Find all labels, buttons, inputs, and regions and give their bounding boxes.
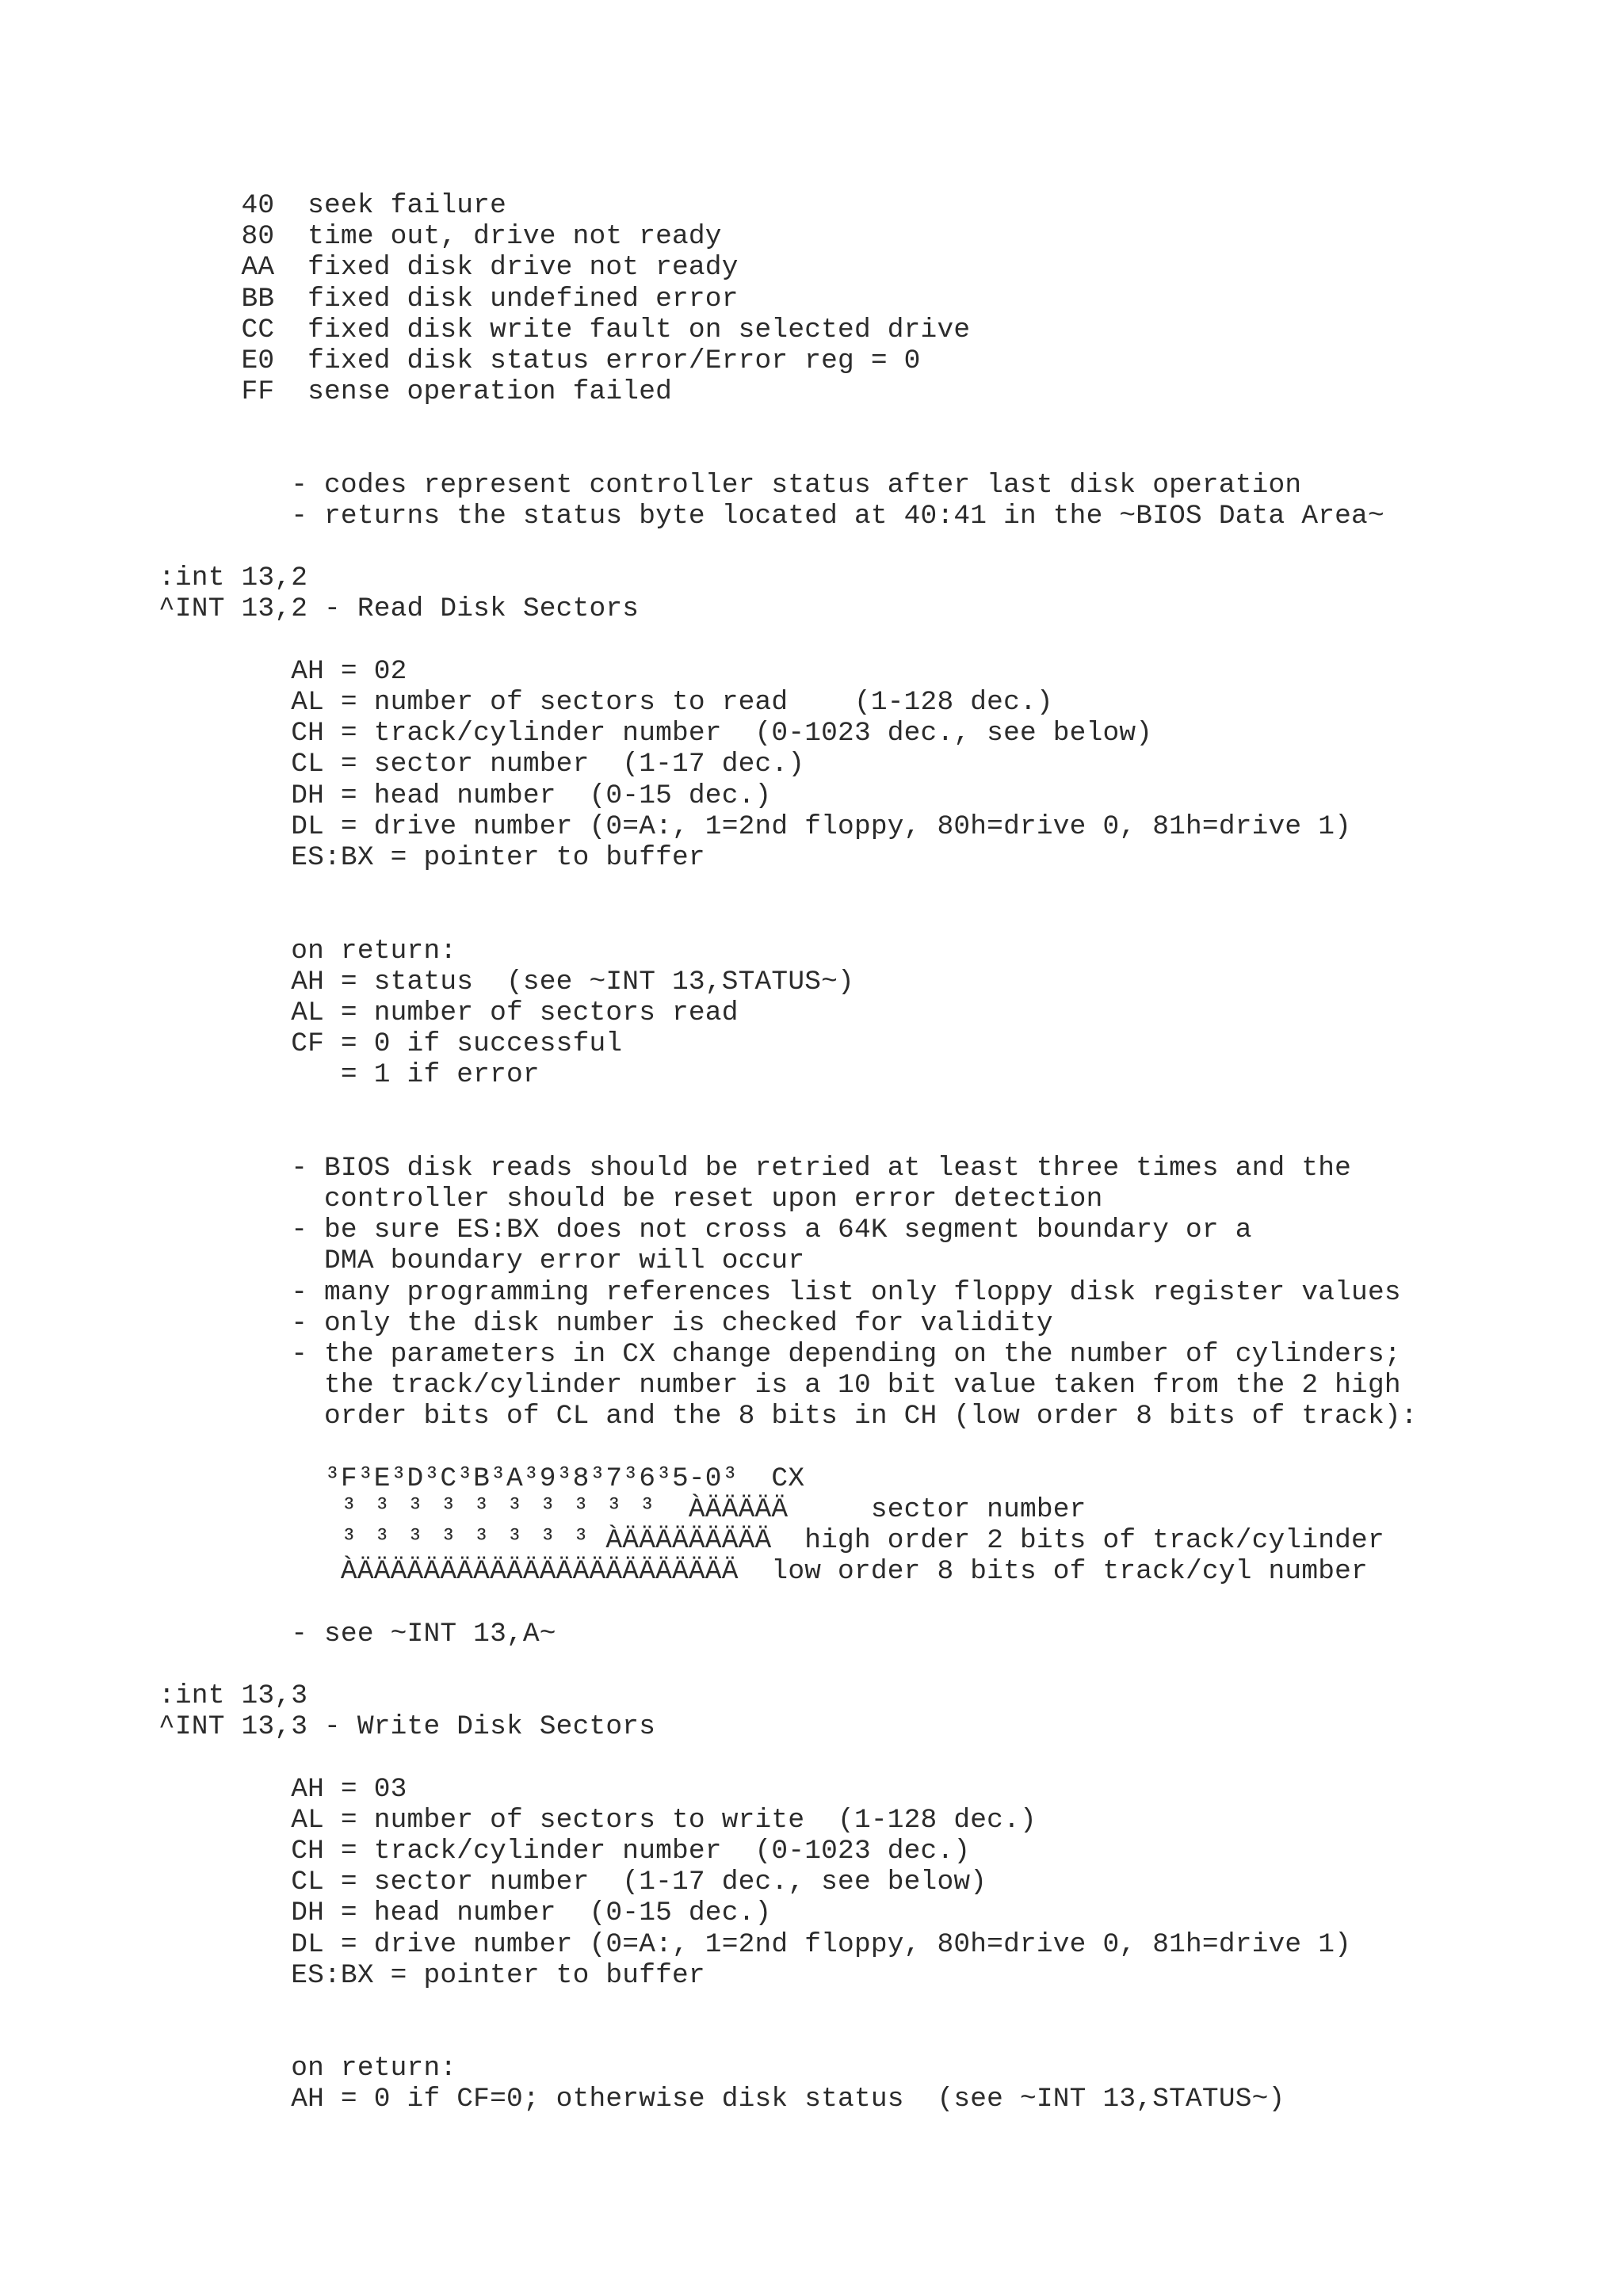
text-line: DL = drive number (0=A:, 1=2nd floppy, 80h=drive 0, 81h=drive 1) (158, 810, 1352, 842)
text-line: CL = sector number (1-17 dec., see below) (158, 1867, 987, 1898)
text-line: controller should be reset upon error detection (158, 1184, 1103, 1215)
text-line: CC fixed disk write fault on selected drive (158, 314, 971, 345)
text-line: FF sense operation failed (158, 376, 673, 408)
text-line: 80 time out, drive not ready (158, 221, 722, 253)
text-line (158, 1587, 1601, 1618)
text-line (158, 407, 1601, 438)
text-line (158, 532, 1601, 563)
text-line: ES:BX = pointer to buffer (158, 1959, 705, 1991)
text-line: AH = 02 (158, 655, 407, 687)
text-line: DMA boundary error will occur (158, 1245, 805, 1277)
text-line: ^INT 13,3 - Write Disk Sectors (158, 1711, 656, 1743)
text-line: ³ ³ ³ ³ ³ ³ ³ ³ ÀÄÄÄÄÄÄÄÄÄ high order 2 bits of track/cylinder (158, 1525, 1384, 1557)
text-line: :int 13,3 (158, 1680, 308, 1711)
text-line (158, 2022, 1601, 2053)
text-line: AH = 0 if CF=0; otherwise disk status (see ~INT 13,STATUS~) (158, 2084, 1285, 2115)
text-line: CH = track/cylinder number (0-1023 dec.) (158, 1835, 971, 1867)
text-line: - returns the status byte located at 40:41 in the ~BIOS Data Area~ (158, 500, 1384, 532)
text-line: - BIOS disk reads should be retried at least three times and the (158, 1152, 1352, 1184)
text-line: - the parameters in CX change depending on the number of cylinders; (158, 1338, 1401, 1370)
text-line: - see ~INT 13,A~ (158, 1618, 556, 1650)
document-text (158, 190, 1601, 2115)
text-line: CF = 0 if successful (158, 1028, 623, 1060)
text-line: ^INT 13,2 - Read Disk Sectors (158, 593, 640, 625)
text-line: :int 13,2 (158, 563, 308, 594)
text-line (158, 1650, 1601, 1680)
text-line: - many programming references list only floppy disk register values (158, 1276, 1401, 1308)
text-line (158, 439, 1601, 470)
text-line (158, 1991, 1601, 2022)
text-line (158, 1432, 1601, 1463)
text-line (158, 1122, 1601, 1153)
text-line: AL = number of sectors read (158, 997, 739, 1028)
text-line: order bits of CL and the 8 bits in CH (low order 8 bits of track): (158, 1401, 1418, 1432)
text-line: AL = number of sectors to write (1-128 dec.) (158, 1804, 1037, 1836)
text-line: DH = head number (0-15 dec.) (158, 1897, 772, 1929)
text-line (158, 873, 1601, 904)
text-line (158, 1090, 1601, 1121)
text-line: on return: (158, 2053, 457, 2084)
text-line: - be sure ES:BX does not cross a 64K segment boundary or a (158, 1215, 1252, 1246)
text-line: AA fixed disk drive not ready (158, 252, 739, 284)
text-line: DH = head number (0-15 dec.) (158, 780, 772, 811)
text-line: CH = track/cylinder number (0-1023 dec., see below) (158, 718, 1153, 749)
text-line: ÀÄÄÄÄÄÄÄÄÄÄÄÄÄÄÄÄÄÄÄÄÄÄÄ low order 8 bits of track/cyl number (158, 1556, 1368, 1588)
text-line: ³F³E³D³C³B³A³9³8³7³6³5-0³ CX (158, 1463, 805, 1494)
text-line: ES:BX = pointer to buffer (158, 841, 705, 873)
text-line: AL = number of sectors to read (1-128 dec.) (158, 687, 1053, 718)
text-line: 40 seek failure (158, 190, 506, 221)
text-line: = 1 if error (158, 1059, 540, 1091)
text-line: AH = 03 (158, 1773, 407, 1805)
text-line (158, 904, 1601, 935)
text-line: ³ ³ ³ ³ ³ ³ ³ ³ ³ ³ ÀÄÄÄÄÄ sector number (158, 1493, 1086, 1525)
text-line: the track/cylinder number is a 10 bit value taken from the 2 high (158, 1370, 1401, 1402)
text-line: E0 fixed disk status error/Error reg = 0 (158, 345, 921, 376)
text-line: CL = sector number (1-17 dec.) (158, 749, 805, 780)
text-line: - only the disk number is checked for validity (158, 1307, 1053, 1339)
text-line: AH = status (see ~INT 13,STATUS~) (158, 966, 854, 997)
text-line (158, 625, 1601, 656)
text-line: BB fixed disk undefined error (158, 283, 739, 315)
text-line: - codes represent controller status after last disk operation (158, 469, 1302, 501)
text-line: on return: (158, 935, 457, 967)
text-line: DL = drive number (0=A:, 1=2nd floppy, 80h=drive 0, 81h=drive 1) (158, 1928, 1352, 1960)
text-line (158, 1742, 1601, 1773)
